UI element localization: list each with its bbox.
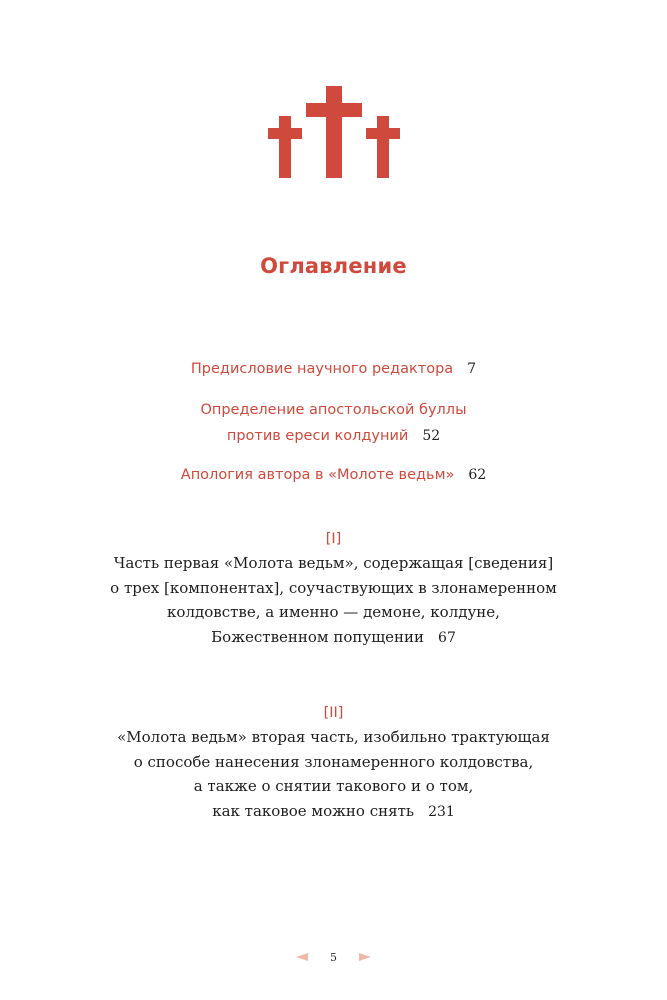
- center-cross-horizontal: [306, 103, 362, 117]
- toc-entry-title: Определение апостольской буллы: [200, 402, 467, 418]
- right-cross-vertical: [377, 116, 389, 178]
- part-title-line: как таковое можно снять: [212, 801, 415, 820]
- part-page: 231: [428, 803, 455, 820]
- toc-entry-apology[interactable]: [0, 462, 667, 488]
- page-footer: [0, 948, 667, 964]
- toc-part-two[interactable]: [0, 701, 667, 824]
- part-title-line: Часть первая «Молота ведьм», содержащая [сведения]: [113, 554, 554, 572]
- page-number: 5: [330, 950, 337, 964]
- toc-part-one[interactable]: [0, 527, 667, 650]
- toc-entry-title: Предисловие научного редактора: [190, 361, 454, 377]
- part-title-line: Божественном попущении: [211, 627, 425, 646]
- toc-entry-page: 7: [467, 361, 477, 377]
- part-title-line: о трех [компонентах], соучаствующих в злонамеренном: [110, 578, 557, 597]
- toc-entry-title: Апология автора в «Молоте ведьм»: [180, 467, 455, 483]
- page-title: Оглавление: [260, 254, 407, 278]
- part-number: [II]: [323, 705, 344, 721]
- toc-entry-page: 52: [422, 428, 441, 444]
- toc-entry-title: против ереси колдуний: [226, 428, 409, 444]
- part-title-line: колдовстве, а именно — демоне, колдуне,: [167, 603, 500, 621]
- left-cross-horizontal: [268, 128, 302, 139]
- left-cross-vertical: [279, 116, 291, 178]
- arrow-right-icon[interactable]: [359, 953, 371, 961]
- part-page: 67: [438, 629, 456, 646]
- arrow-left-icon[interactable]: [296, 953, 308, 961]
- part-title-line: «Молота ведьм» вторая часть, изобильно трактующая: [117, 728, 550, 746]
- right-cross-horizontal: [366, 128, 400, 139]
- toc-entry-bull[interactable]: [0, 397, 667, 449]
- part-title-line: а также о снятии такового и о том,: [193, 777, 474, 795]
- center-cross-vertical: [326, 86, 342, 178]
- toc-entry-page: 62: [468, 467, 487, 483]
- part-title-line: о способе нанесения злонамеренного колдовства,: [133, 752, 534, 771]
- three-crosses-icon: [268, 86, 400, 178]
- part-number: [I]: [325, 531, 342, 547]
- toc-entry-preface[interactable]: [0, 356, 667, 382]
